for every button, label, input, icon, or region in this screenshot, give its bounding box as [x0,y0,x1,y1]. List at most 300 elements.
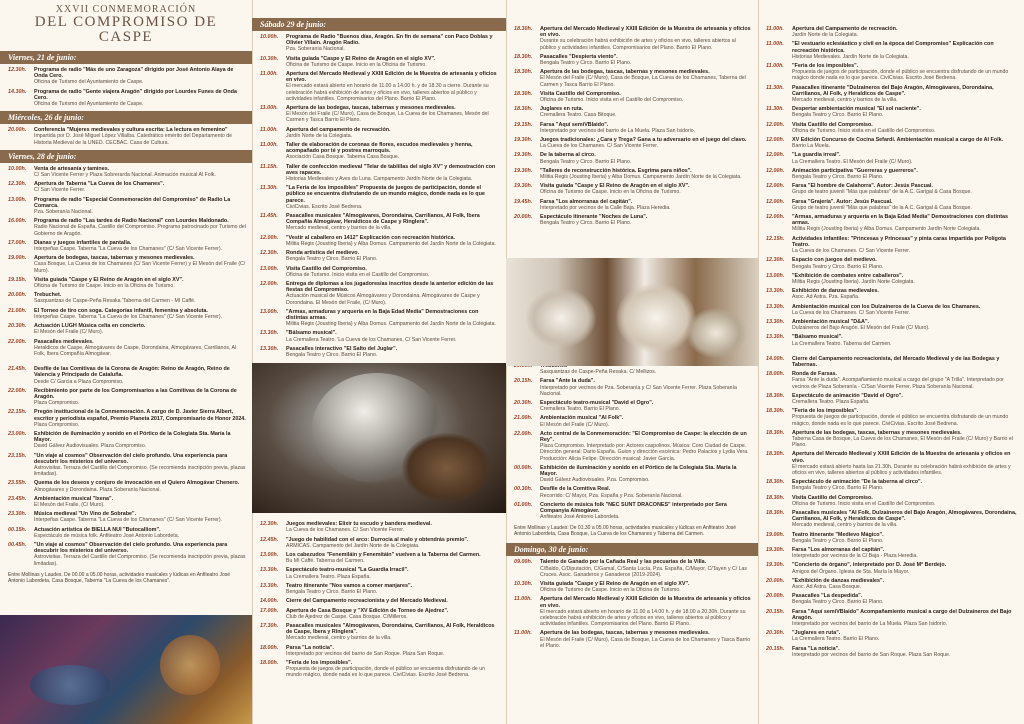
event-detail: El mercado estará abierto en horario de 11.00 a 14.00 h. y de 18.30 a cierre. Durante su celebración habrá exhibición de artes y oficios en vivo, talleres abiertos al público y actividades infantiles. Compromisarios del Plano. Barrio El Plano. [286,83,489,102]
event-time: 10.00h. [260,34,279,40]
event-text [792,319,1018,331]
event-title: Desfile de las Comitivas de la Corona de Aragón: Reino de Aragón, Reino de Valencia y Principado de Cataluña. [34,366,230,379]
event-text [34,496,246,508]
event-item [758,137,1024,149]
event-time: 12.00h. [766,198,785,205]
event-time: 19.30h. [514,167,533,174]
event-title: "La Feria de los imposibles" Propuesta de juegos de participación, donde el público se encuentra disfrutando de un mundo mágico, donde nada es lo que parece. [286,185,485,204]
event-detail: Asociación Casa Bosque. Taberna Casa Bosque. [286,154,400,161]
event-time: 11.00h. [514,630,532,637]
events-wednesday-26 [0,127,252,146]
event-detail: Militia Regis (Jousting Iberia) y Alba Domus. Campamento Jardín Norte de la Colegiata. [540,174,742,181]
event-time: 20.00h. [766,577,785,584]
event-title: Actuación artística de BIELLA NUI "Butocalliom". [34,526,161,533]
event-detail: Mercado medieval, centro y barrios de la villa. [792,522,898,529]
event-detail: Plaza Compromiso. [34,400,80,407]
event-time: 19.15h. [8,276,27,283]
event-title: Farsa "Aquí semiVBlaido" Acompañamiento musical a cargo del Dulzaineros del Bajo Aragón. [792,608,1012,621]
event-title: Programa de radio "Gente viajera Aragón" dirigido por Lourdes Funes de Onda Cero. [34,88,237,101]
event-time: 12.00h. [260,234,279,241]
event-text [792,122,1018,134]
event-item [0,67,252,86]
event-time: 12.30h. [260,521,279,528]
event-detail: Interpretado por vecinos del barrio de La Muela. Plaza San Isidorio. [540,127,696,134]
event-text [792,168,1018,180]
event-time: 18.30h. [514,26,533,32]
events-sunday-late-morning [758,26,1024,347]
event-detail: Pza. Soberanía Nacional. [286,46,345,53]
event-detail: La Cueva de los Chamanes. C/ San Vicente Ferrer. [792,248,911,255]
event-text [792,393,1018,405]
event-item [506,400,758,412]
event-item [0,431,252,450]
event-item [252,266,506,278]
event-item [758,609,1024,628]
event-time: 18.30h. [514,106,533,113]
event-detail: Radio Nacional de España. Castillo del Compromiso. Programa patrocinado por Turismo del Gobierno de Aragón. [34,224,246,237]
event-text [34,480,246,492]
event-time: 19.00h. [766,531,785,538]
event-detail: La Cremallera Teatro. Plaza España. [286,573,371,580]
event-title: Farsa "Los almorranas del capitán". [540,198,633,205]
event-text [286,660,500,679]
event-time: 13.30h. [766,334,785,341]
event-item [0,127,252,146]
event-time: 23.55h. [8,480,27,487]
event-item [758,356,1024,368]
event-text [286,281,500,306]
event-detail: La Cremallera Teatro. El Mesón del Fraile (C/ Muro). [792,158,913,165]
event-title: "Un viaje al cosmos" Observación del cielo profundo. Una experiencia para descubrir los misterios del universo. [34,541,228,555]
event-item [252,34,506,53]
event-detail: Bengala Teatro y Circo. Barrio El Plano. [286,351,378,358]
event-item [758,510,1024,529]
event-title: Pasacalles medievales. [34,338,94,345]
event-item [758,495,1024,507]
event-text [792,630,1018,642]
event-text [286,608,500,620]
event-detail: Plaza Compromiso. [34,421,80,428]
event-text [540,486,752,498]
event-time: 12.30h. [8,181,27,188]
event-time: 18.30h. [766,479,785,486]
event-text [540,91,752,103]
event-text [792,214,1018,233]
event-title: Ambientación musical "D&A". [792,318,870,325]
event-text [286,309,500,328]
event-time: 21.45h. [8,366,27,373]
event-title: Espectáculo teatro-musical "La Guardia Irracil". [286,567,409,574]
event-title: Farsa "La noticia". [792,645,840,652]
event-time: 00.45h. [8,541,27,548]
event-item [758,319,1024,331]
event-item [758,593,1024,605]
event-item [506,152,758,164]
event-detail: Almogávares y Dorondaina. Plaza Soberanía Nacional. [34,486,161,493]
event-time: 18.30h. [766,429,785,436]
event-detail: Interpretado por vecinos de la C/ Baja - Plaza Heredia. [792,553,918,560]
event-detail: Historias Medievales y Aves du Luna. Campamento Jardín Norte de la Colegiata. [286,176,473,183]
event-time: 19.30h. [514,183,533,190]
event-text [34,240,246,252]
event-item [506,26,758,51]
event-time: 13.00h. [260,265,279,272]
event-title: Farsa "Aquí semiVBlaido". [540,121,609,128]
event-time: 14.00h. [766,355,785,362]
event-text [792,495,1018,507]
event-text [792,85,1018,104]
event-detail: Mercado medieval, centro y barrios de la villa. [792,97,898,104]
event-title: Los cabezudos "Fenemiláin y Fenemitáin" vuelven a la Taberna del Carmen. [286,551,481,558]
event-item [506,630,758,649]
event-item [252,537,506,549]
event-detail: Dulzaineros del Bajo Aragón. El Mesón del Fraile (C/ Muro). [792,325,930,332]
event-text [792,609,1018,628]
event-title: Espectáculo teatro-musical "David el Ogro". [540,399,654,406]
event-text [540,214,752,226]
event-detail: Club de Ajedrez de Caspe. Casa Bosque. C/Milleros. [286,613,408,620]
event-title: "Feria de los imposibles". [792,63,859,70]
event-title: "Feria de los imposibles". [286,660,353,666]
event-time: 11.00h. [260,142,278,149]
event-item [506,137,758,149]
event-detail: El Mesón del Fraile (C/ Muro), Casa de Bosque, La Cueva de los Chamanes, Mesón del Carmen y Tasca Barrio El Plano. [286,111,489,124]
event-detail: CiviCivias. Escrito José Bedrena. [286,203,363,210]
event-time: 13.30h. [260,567,279,574]
event-text [286,56,500,68]
event-item [506,502,758,521]
event-detail: Bengala Teatro y Circo. Barrio El Plano. [792,599,884,606]
event-text [540,378,752,397]
event-item [506,465,758,484]
event-item [506,183,758,195]
event-item [758,273,1024,285]
event-item [0,366,252,385]
event-text [792,356,1018,368]
event-time: 13.00h. [766,272,785,279]
event-detail: Oficina de Turismo. Inicio visita en el Castillo del Compromiso. [792,127,936,134]
event-title: Ambientación musical "Ixena". [34,495,114,502]
event-detail: El Mesón del Fraile (C/ Muro). [34,329,104,336]
event-text [286,266,500,278]
event-time: 11.00h. [766,26,784,32]
event-item [252,552,506,564]
event-text [792,646,1018,658]
event-detail: Interpretado por vecinos de Pza. Soberanía y C/ San Vicente Ferrer. Plaza Soberanía Nacional. [540,384,737,397]
event-time: 12.00h. [766,152,785,159]
event-title: Juglares en ruta. [540,106,584,113]
event-detail: Militia Regis (Jousting Iberia) y Alba Domus. Campamento Jardín Norte Colegiata. [792,226,981,233]
event-item [506,581,758,593]
event-detail: Propuesta de juegos de participación, donde el público se encuentra disfrutando de un mundo mágico, donde nada es lo que parece. CiviCivias. Escrito José Bedrena. [792,414,1009,427]
event-item [0,511,252,523]
event-title: "Exhibición de combates entre caballeros". [792,272,904,279]
event-item [758,646,1024,658]
event-text [34,89,246,108]
event-detail: Grupo de teatro juvenil "Más que palabras" de la A.C. Garigal & Casa Bosque. [792,204,972,211]
event-detail: Propuesta de juegos de participación, donde el público se encuentra disfrutando de un mundo mágico, donde nada es lo que parece. CiviCivias. Escrito José Bedrena. [286,666,485,679]
event-time: 20.30h. [8,323,27,330]
event-detail: Bengala Teatro y Circo. Barrio El Plano. [286,588,378,595]
event-time: 13.30h. [260,582,279,589]
event-item [758,63,1024,82]
event-time: 18.30h. [766,408,785,415]
event-title: "Bálsamo musical". [792,334,843,341]
drummers-photo [506,258,758,366]
event-time: 13.30h. [260,345,279,352]
event-item [506,378,758,397]
events-saturday-evening [506,26,758,226]
event-detail: El Mesón del Fraile (C/ Muro), Casa de Bosque, La Cueva de los Chamanes, Taberna del Carmen y Tasca Barrio El Plano. [540,75,746,88]
event-item [252,142,506,161]
event-time: 12.00h. [766,183,785,190]
event-time: 14.00h. [260,598,279,605]
event-item [252,105,506,124]
event-title: "La guardia irreal". [792,152,841,159]
event-text [540,137,752,149]
event-text [286,250,500,262]
day-header-sunday-30: Domingo, 30 de junio: [506,543,758,556]
event-text [286,330,500,342]
event-item [252,330,506,342]
event-text [34,181,246,193]
event-item [506,122,758,134]
event-title: Apertura de Taberna "La Cueva de los Chamanes". [34,181,165,188]
event-detail: La Cueva de los Chamanes. C/ San Vicente Ferrer. [540,143,659,150]
event-text [34,339,246,358]
event-text [792,593,1018,605]
events-friday-28 [0,166,252,357]
event-detail: La Cueva de los Chamanes. C/ San Vicente Ferrer. [286,527,405,534]
event-detail: Espectáculo de música folk. Anfiteatro José Antonio Labordeta. [34,532,180,539]
event-text [540,168,752,180]
day-header-saturday-29: Sábado 29 de junio: [252,18,506,31]
event-item [758,532,1024,544]
event-text [34,323,246,335]
events-saturday-morning [252,34,506,358]
event-text [286,164,500,183]
event-title: Visita guiada "Caspe y El Reino de Aragón en el siglo XV". [540,580,690,587]
event-text [286,537,500,549]
event-title: Apertura del Mercado Medieval y XXIII Edición de la Muestra de artesanía y oficios en vivo. [792,451,1011,464]
event-time: 22.00h. [8,387,27,394]
event-item [758,562,1024,574]
event-title: Pasacalles musicales "Al Folk, Dulzaineros del Bajo Aragón, Almogávares, Dorondaina, Carrilianos, Al Folk, y Heraldicos de Caspe". [792,510,1017,523]
events-sunday-afternoon [758,356,1024,658]
event-time: 19.30h. [514,137,533,144]
event-item [758,288,1024,300]
event-time: 12.00h. [260,280,279,287]
event-item [758,304,1024,316]
event-text [540,415,752,427]
event-detail: Pza. Soberanía Nacional. [34,209,93,216]
event-time: 09.00h. [514,559,533,566]
event-item [758,630,1024,642]
event-detail: Bengala Teatro y Circo. Barrio El Plano. [792,174,884,181]
event-detail: Casa Bosque, La Cueva de los Chamanes (C/ San Vicente Ferrer) y El Mesón del Fraile (C/ Muro). [34,261,246,274]
event-item [758,547,1024,559]
event-title: Teatro itinerante "Nos vamos a comer manjares". [286,582,413,589]
event-time: 11.00h. [260,105,278,112]
event-text [286,71,500,102]
event-title: Acto central de la Conmemoración: "El Compromiso de Caspe: la elección de un Rey". [540,430,747,443]
event-detail: El mercado estará abierto hasta las 21.30h. Durante su celebración habrá exhibición de artes y oficios en vivo, talleres abiertos al público y actividades infantiles. [792,463,1011,476]
event-time: 16.00h. [8,218,27,225]
event-detail: El Mesón del Fraile (C/ Muro). [540,421,610,428]
event-item [0,339,252,358]
event-title: "Armas, armaduras y arquería en la Baja Edad Media" Demostraciones con distintas armas. [286,308,479,321]
event-time: 00.00h. [514,464,533,471]
event-title: El Torneo de tiro con soga. Categorías infantil, femenina y absoluta. [34,307,208,314]
event-title: Juegos medievales: Elixir tu escudo y bandera medieval. [286,521,432,528]
event-item [758,85,1024,104]
event-item [0,255,252,274]
event-title: Programa de radio "Especial Conmemoración del Compromiso" de Radio La Comarca. [34,196,231,209]
event-detail: Interpretado por vecinos del barrio de La Muela. Plaza San Isidorio. [792,621,948,628]
event-text [34,542,246,567]
event-item [0,480,252,492]
column-4 [758,0,1024,724]
event-title: Visita Castillo del Compromiso. [286,265,367,272]
event-time: 17.00h. [8,239,27,246]
event-title: Cierre del Campamento recreacionista, del Mercado Medieval y de las Bodegas y Tabernas. [792,355,1000,368]
event-detail: Amigos del Órgano. Iglesia de Sta. María la Mayor. [792,568,910,575]
event-item [758,152,1024,164]
event-detail: Interpeñas Caspe. Taberna "La Cueva de los Chamanes" (C/ San Vicente Ferrer). [34,246,223,253]
event-item [252,309,506,328]
event-time: 12.45h. [260,536,279,543]
event-detail: Durante su celebración habrá exhibición de artes y oficios en vivo, talleres abiertos al público y actividades infantiles. Compromisarios del Plano. Barrio El Plano. [540,38,736,51]
event-time: 12.00h. [766,121,785,128]
event-text [34,127,246,146]
event-detail: David Gálvez Audiovisuales. Pza. Compromiso. [540,477,650,484]
event-title: Apertura de bodegas, tascas, tabernas y mesones medievales. [34,255,195,262]
event-item [252,660,506,679]
event-time: 14.30h. [8,88,27,95]
event-title: Actividades infantiles: "Princesas y Princesas" y pinta caras impartida por Polígota Teatro. [792,235,1006,248]
event-item [0,89,252,108]
event-time: 17.30h. [260,622,279,629]
event-item [0,197,252,216]
event-item [0,277,252,289]
event-title: Taller de confección medieval "Telar de tablillas del siglo XV" y demostración con aves rapaces. [286,163,496,176]
event-time: 10.30h. [514,580,533,587]
event-text [286,623,500,642]
event-text [286,583,500,595]
event-title: Ambientación musical "Al Folk". [540,415,624,422]
event-item [252,213,506,232]
event-title: Espacio con juegos del medievo. [792,257,877,264]
event-text [34,197,246,216]
event-title: "Exhibición de danzas medievales". [792,577,884,584]
event-item [252,608,506,620]
event-title: Visita Castillo del Compromiso. [792,121,873,128]
event-detail: Bengala Teatro y Circo. Barrio El Plano. [792,485,884,492]
event-time: 18.00h. [260,660,279,666]
event-text [540,559,752,578]
event-text [286,213,500,232]
event-detail: Mercado medieval, centro y barrios de la villa. [286,225,392,232]
event-detail: Bengala Teatro y Circo. Barrio El Plano. [792,112,884,119]
event-detail: Interpretado por vecinos de la Calle Baja. Plaza Heredia. [540,204,671,211]
day-header-friday-28: Viernes, 28 de junio: [0,150,252,163]
event-time: 12.30h. [260,250,279,257]
event-time: 20.15h. [766,608,785,615]
event-title: Pasacalles "Despierta viento". [540,53,618,60]
event-title: "Feria de los imposibles". [792,408,859,415]
event-item [758,430,1024,449]
event-detail: Astrovisitas. Terraza del Castillo del Compromiso. (Se recomienda inscripción previa, plazas limitadas). [34,464,246,478]
event-title: Actuación LUGH Música celta en concierto. [34,323,146,330]
event-title: Apertura del Mercado Medieval y XXIII Edición de la Muestra de artesanía y oficios en vivo. [540,596,751,609]
event-title: Espectáculo de animación "De la taberna al circo". [792,479,923,486]
event-text [540,431,752,462]
event-time: 20.00h. [8,292,27,299]
event-text [34,166,246,178]
event-time: 12.30h. [8,67,27,73]
event-title: Concierto de música folk "NEC SUNT DRACONES" interpretado por Sera Companyia Almogàver. [540,501,727,514]
event-text [286,346,500,358]
event-detail: Historias Medievales. Jardín Norte de la Colegiata. [792,53,909,60]
event-time: 19.30h. [514,152,533,159]
event-detail: ARMICAS. Campamento del Jardín Norte de la Colegiata. [286,542,420,549]
event-text [286,552,500,564]
event-text [792,532,1018,544]
event-title: Conferencia "Mujeres medievales y cultura escrita: La lectura en femenino" [34,127,228,134]
event-item [506,168,758,180]
event-title: Farsa "Los almorranas del capitán". [792,547,885,554]
event-item [758,106,1024,118]
event-time: 13.00h. [260,551,279,558]
event-time: 20.00h. [514,214,533,221]
event-time: 19.15h. [514,121,533,128]
event-text [792,183,1018,195]
event-time: 11.30h. [766,84,784,91]
event-text [540,630,752,649]
event-item [0,181,252,193]
event-detail: Cremallera Teatro. Casa Bitoque. [540,112,617,119]
event-title: Recibimiento por parte de los Compromisarios a las Comitivas de la Corona de Aragón. [34,387,237,400]
event-time: 10.00h. [8,165,27,172]
event-detail: Asoc. Ad Astra. Pza. España. [792,294,860,301]
event-detail: El mercado estará abierto en horario de 11.00 a 14.00 h. y de 18.00 a 20.30h. Durante su celebración habrá exhibición de artes y oficios en vivo, talleres abiertos al público y actividades infantiles. Compromisarios del Plano. Barrio El Plano. [540,608,746,628]
event-text [34,409,246,428]
event-time: 22.15h. [8,409,27,416]
event-text [34,277,246,289]
event-text [540,183,752,195]
event-time: 10.30h. [260,55,279,62]
event-detail: Oficina de Turismo. Inicio visita en el Castillo del Compromiso. [286,271,430,278]
event-detail: Plaza Compromiso. Interpretado por: Actores caspolinos. Música: Coro Ciudad de Caspe. Dirección general: Dario España. Guion y dirección escénica: Pedro Palacios y Lydia Vera. Producción: Alicia Felipe. Dirección musical: Javier García. [540,443,749,462]
event-item [252,164,506,183]
event-time: 12.00h. [766,137,785,144]
event-time: 20.30h. [514,399,533,406]
event-text [540,26,752,51]
event-time: 18.30h. [514,69,533,76]
event-detail: Interpretado por vecinos del barrio de San Roque. Plaza San Roque. [792,651,951,658]
event-text [792,408,1018,427]
event-detail: Bengala Teatro y Circo. Barrio El Plano. [286,256,378,263]
event-title: "Armas, armaduras y arquería en la Baja Edad Media" Demostraciones con distintas armas. [792,214,1009,227]
event-item [758,371,1024,390]
event-title: Pregón institucional de la Conmemoración. A cargo de D. Javier Sierra Albert, escritor y periodista español, Premio Planeta 2017, Compromisario de Honor 2024. [34,409,246,422]
event-item [758,451,1024,476]
event-detail: Militia Regis (Jousting Iberia) y Alba Domus. Campamento del Jardín Norte de la Colegiata. [286,240,496,247]
event-detail: Oficina de Turismo de Caspe. Inicio en la Oficina de Turismo. [34,283,175,290]
event-detail: Bengala Teatro y Circo. Barrio El Plano. [540,220,632,227]
event-title: Exhibición de iluminación y sonido en el Pórtico de la Colegiata Sta. María la Mayor. [540,464,737,477]
event-text [34,527,246,539]
